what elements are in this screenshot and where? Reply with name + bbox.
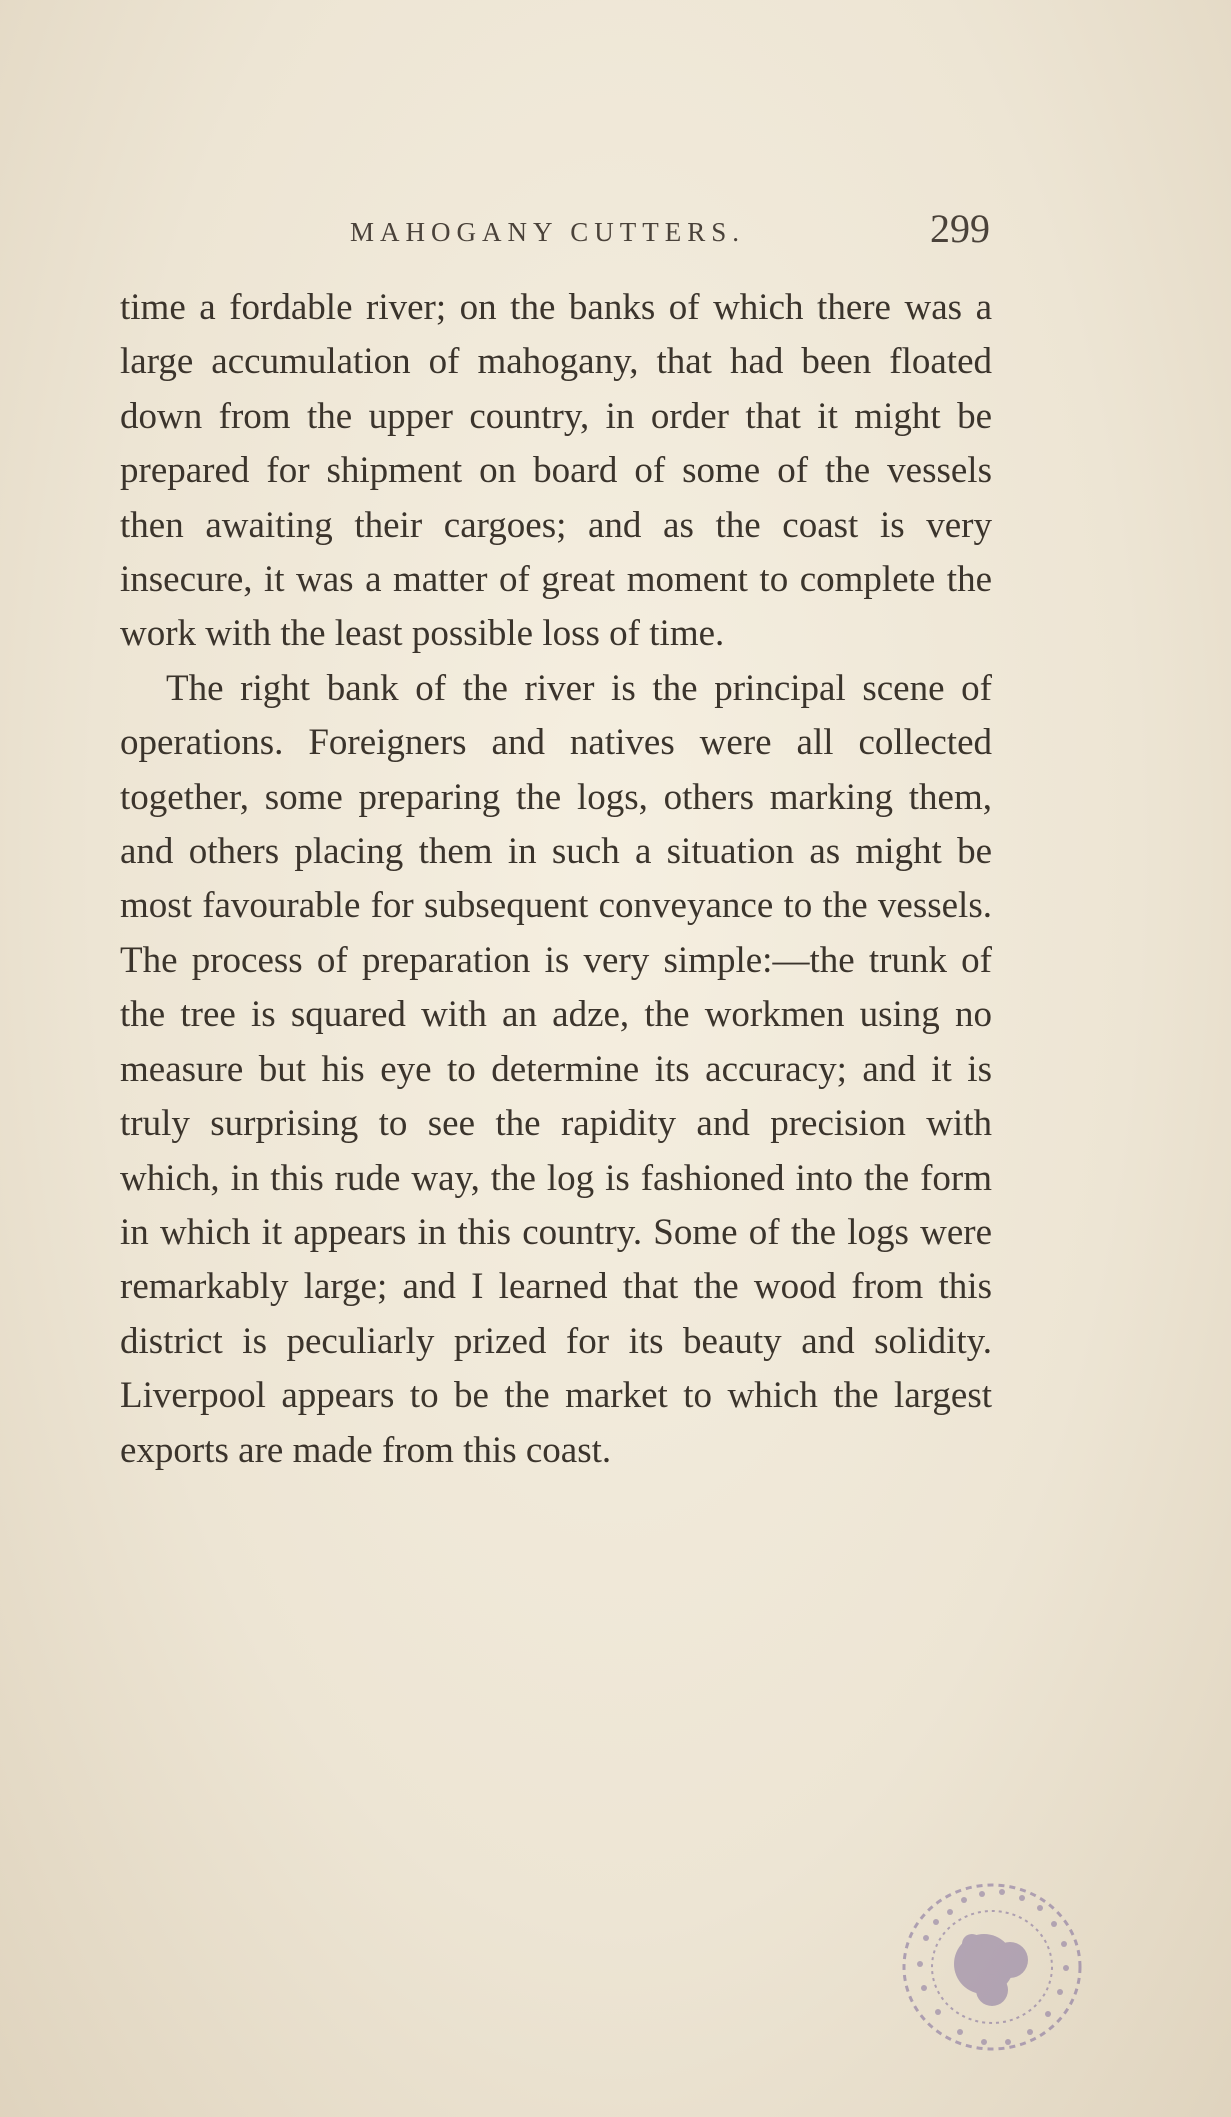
page-number: 299 — [930, 206, 990, 251]
library-stamp-icon — [892, 1872, 1092, 2062]
paragraph-continuation: time a fordable river; on the banks of which there was a large accumulation of mahogany, that had been floated down from the upper country, in order that it might be prepared for shipment on board of some of the vessels then awaiting their cargoes; and as the coast is very insecure, it was a matter of great moment to complete the work with the least possible loss of time. — [120, 287, 992, 655]
running-title: MAHOGANY CUTTERS. — [350, 217, 746, 247]
paragraph-right-bank: The right bank of the river is the principal scene of operations. Foreigners and natives were all collected together, some preparing the logs, others marking them, and others placing them in such a situation as might be most favourable for subsequent conveyance to the vessels. The process of preparation is very simple:—the trunk of the tree is squared with an adze, the workmen using no measure but his eye to determine its accuracy; and it is truly surprising to see the rapidity and precision with which, in this rude way, the log is fashioned into the form in which it appears in this country. Some of the logs were remarkably large; and I learned that the wood from this district is peculiarly prized for its beauty and solidity. Liverpool appears to be the market to which the largest exports are made from this coast. — [120, 667, 992, 1471]
body-text — [120, 281, 992, 1478]
running-head — [120, 203, 990, 259]
